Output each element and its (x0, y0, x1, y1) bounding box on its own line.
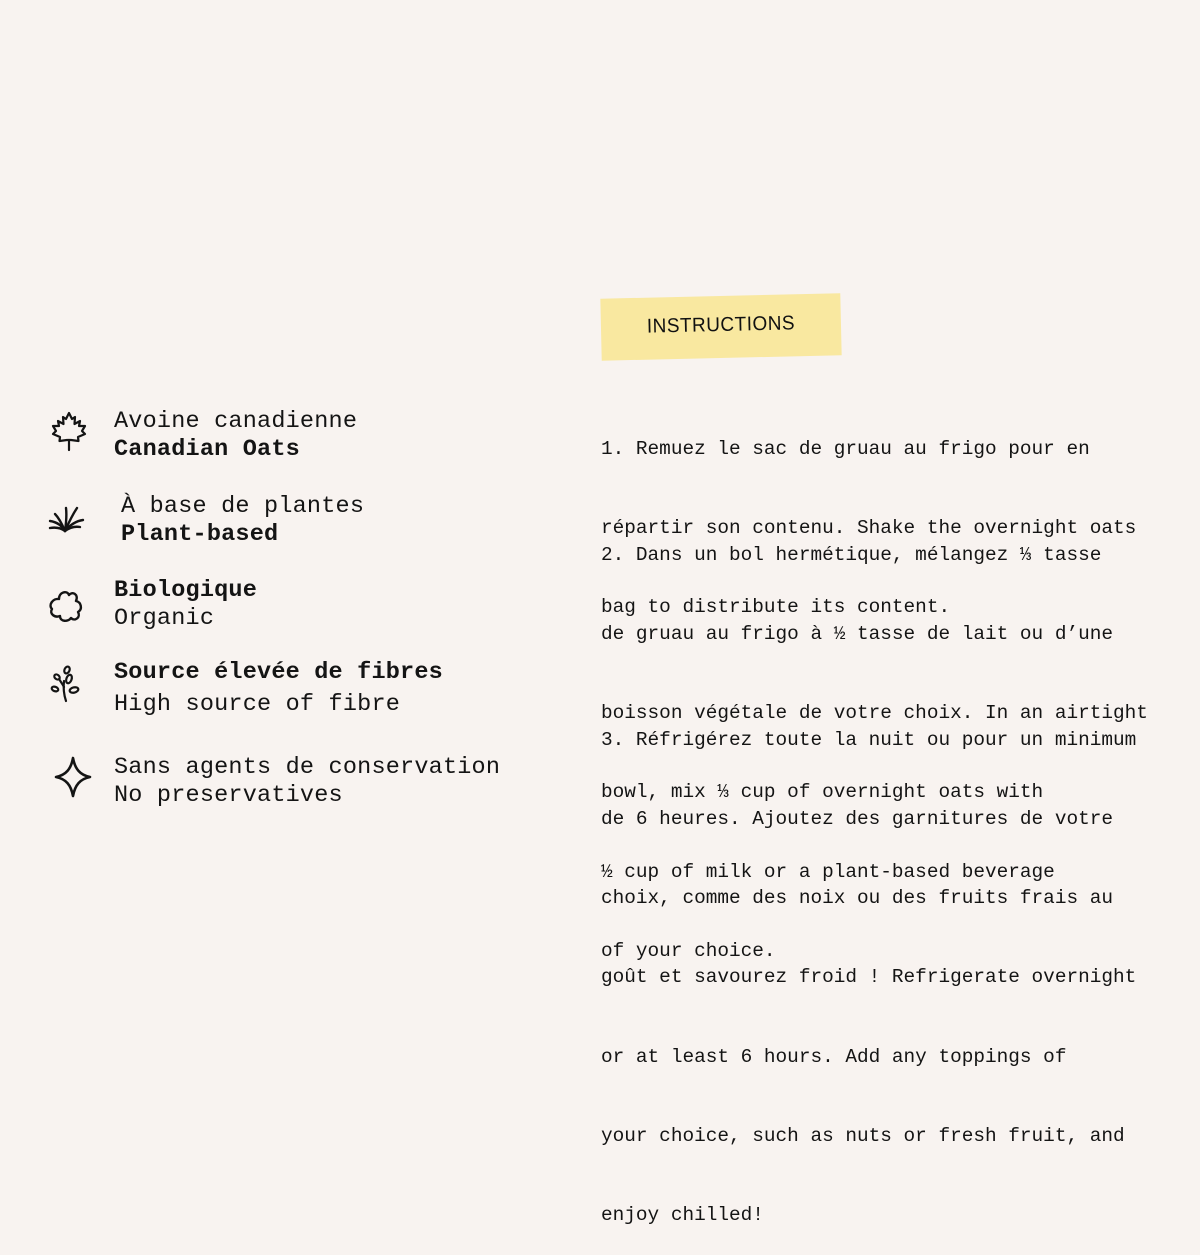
instructions-heading: INSTRUCTIONS (646, 312, 796, 338)
plant-sprout-icon (47, 500, 87, 540)
instruction-line: 2. Dans un bol hermétique, mélangez ⅓ tasse (601, 543, 1102, 566)
feature-label-en: Canadian Oats (114, 436, 300, 463)
instruction-line: of your choice. (601, 939, 776, 962)
instruction-line: enjoy chilled! (601, 1204, 764, 1227)
instruction-line: ½ cup of milk or a plant-based beverage (601, 860, 1055, 883)
feature-label-fr: Biologique (114, 577, 258, 604)
instruction-line: 3. Réfrigérez toute la nuit ou pour un minimum (601, 728, 1137, 751)
instruction-line: bowl, mix ⅓ cup of overnight oats with (601, 781, 1044, 804)
feature-label-fr: À base de plantes (121, 493, 365, 520)
feature-label-en: Plant-based (121, 521, 279, 548)
instruction-line: de gruau au frigo à ½ tasse de lait ou d’une (601, 623, 1113, 646)
feature-label-fr: Avoine canadienne (114, 408, 358, 435)
feature-label-en: Organic (114, 605, 215, 632)
instruction-line: de 6 heures. Ajoutez des garnitures de votre (601, 808, 1113, 831)
instruction-line: your choice, such as nuts or fresh fruit, and (601, 1124, 1125, 1147)
instruction-line: choix, comme des noix ou des fruits frais au (601, 887, 1113, 910)
instruction-line: boisson végétale de votre choix. In an airtight (601, 702, 1148, 725)
organic-blob-icon (45, 585, 87, 627)
maple-leaf-icon (47, 410, 91, 454)
instruction-line: or at least 6 hours. Add any toppings of (601, 1045, 1067, 1068)
feature-label-fr: Sans agents de conservation (114, 754, 501, 781)
instructions-heading-label (600, 293, 841, 360)
feature-label-en: No preservatives (114, 782, 343, 809)
feature-label-fr: Source élevée de fibres (114, 659, 443, 686)
feature-label-en: High source of fibre (114, 691, 401, 718)
feature-list (0, 0, 580, 1200)
instruction-line: répartir son contenu. Shake the overnight oats (601, 517, 1137, 540)
instruction-line: goût et savourez froid ! Refrigerate overnight (601, 966, 1137, 989)
instruction-line: 1. Remuez le sac de gruau au frigo pour en (601, 437, 1090, 460)
instruction-line: bag to distribute its content. (601, 596, 951, 619)
sparkle-star-icon (55, 756, 93, 798)
instruction-step-3 (601, 674, 1161, 1255)
leafy-branch-icon (47, 665, 85, 703)
